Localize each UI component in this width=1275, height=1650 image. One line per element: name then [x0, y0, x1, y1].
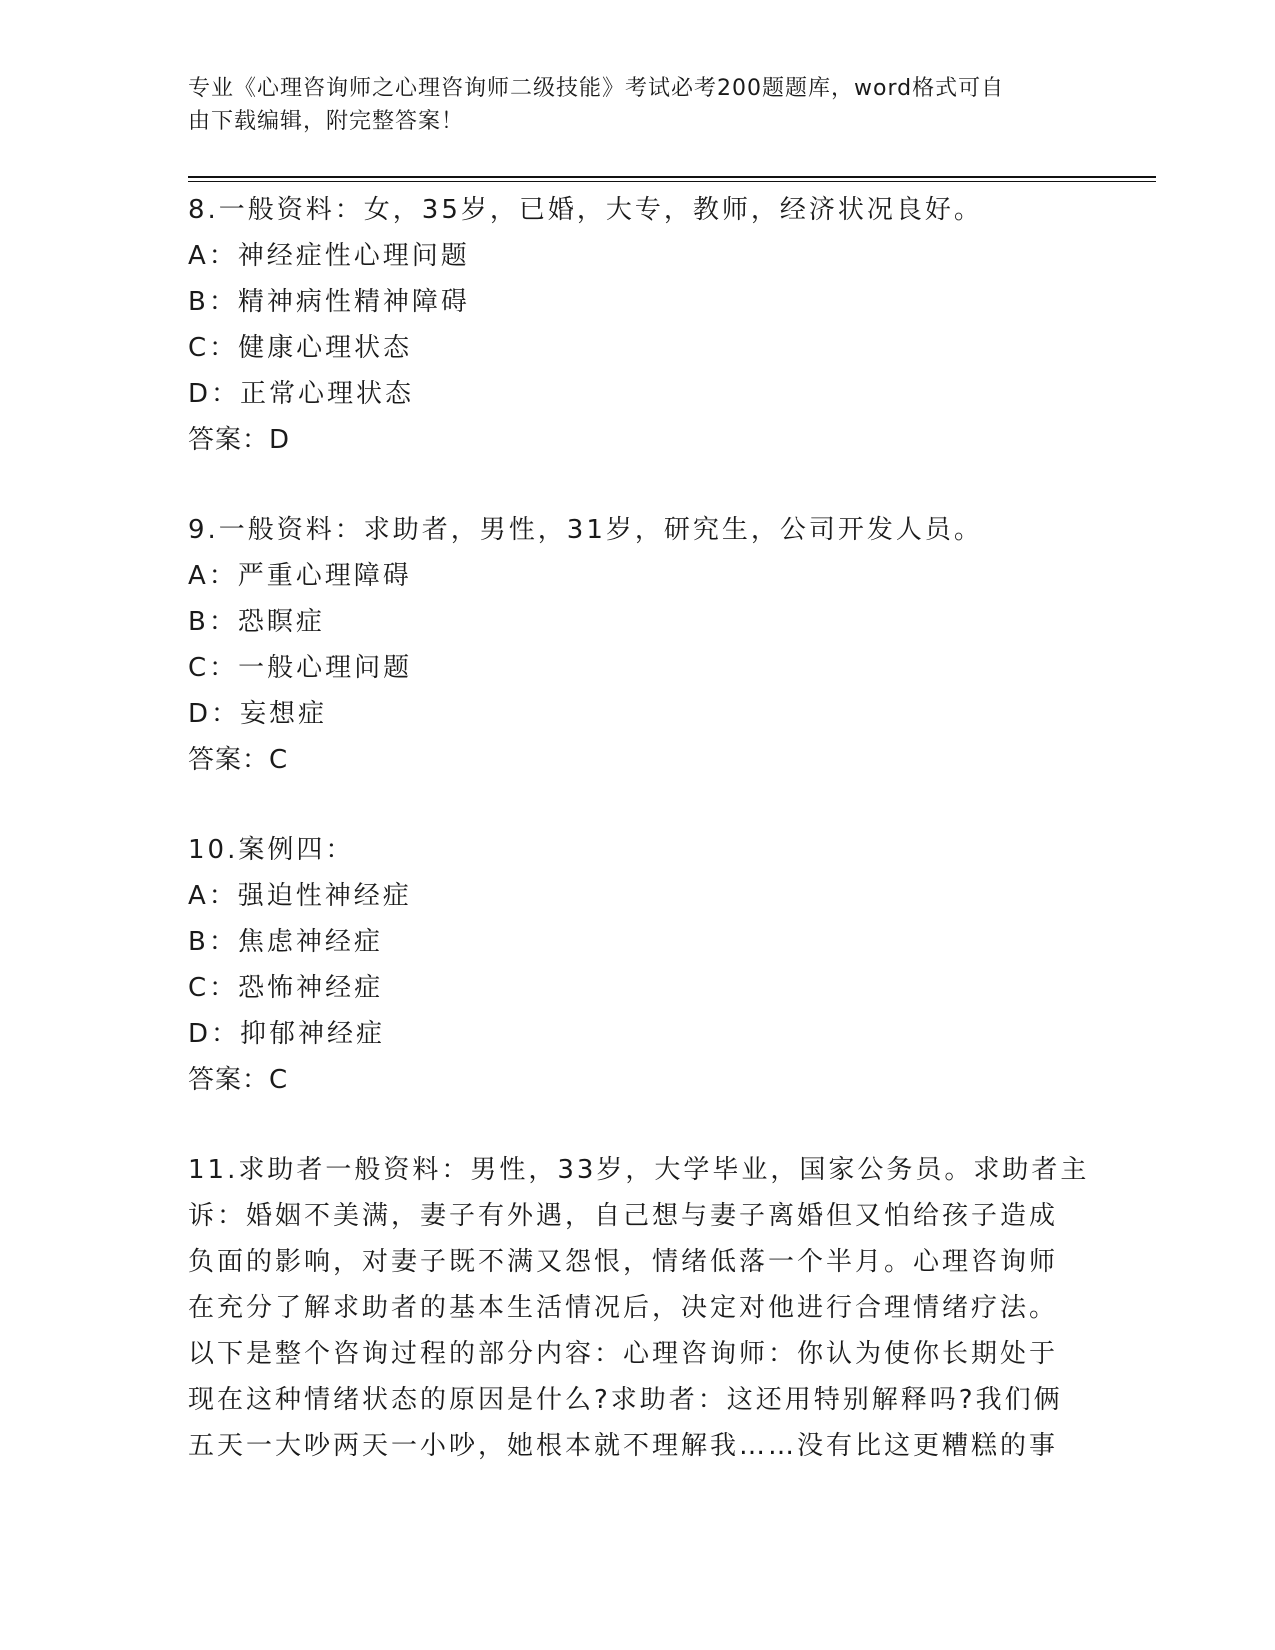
question-stem-line: 诉：婚姻不美满，妻子有外遇，自己想与妻子离婚但又怕给孩子造成	[188, 1201, 1059, 1231]
question-stem	[188, 827, 1088, 873]
spacer	[188, 1103, 1088, 1147]
question-11	[188, 1147, 1088, 1469]
question-9	[188, 507, 1088, 783]
option-a: A：严重心理障碍	[188, 561, 412, 591]
option-c: C：恐怖神经症	[188, 973, 384, 1003]
question-stem	[188, 507, 1088, 553]
question-stem-line: 在充分了解求助者的基本生活情况后，决定对他进行合理情绪疗法。	[188, 1293, 1059, 1323]
question-stem-line: 9.一般资料：求助者，男性，31岁，研究生，公司开发人员。	[188, 515, 983, 545]
option-c: C：健康心理状态	[188, 333, 413, 363]
question-stem-line: 以下是整个咨询过程的部分内容：心理咨询师：你认为使你长期处于	[188, 1339, 1059, 1369]
question-list	[188, 187, 1088, 1469]
option-a: A：强迫性神经症	[188, 881, 412, 911]
option-d: D：正常心理状态	[188, 379, 415, 409]
option-b: B：焦虑神经症	[188, 927, 383, 957]
question-stem-line: 五天一大吵两天一小吵，她根本就不理解我……没有比这更糟糕的事	[188, 1431, 1059, 1461]
answer-line: 答案：D	[188, 425, 291, 455]
answer-line: 答案：C	[188, 745, 289, 775]
option-b: B：精神病性精神障碍	[188, 287, 470, 317]
header-line: 专业《心理咨询师之心理咨询师二级技能》考试必考200题题库，word格式可自	[188, 76, 1005, 101]
question-10	[188, 827, 1088, 1103]
header-rule	[188, 176, 1156, 178]
question-stem	[188, 1147, 1088, 1469]
question-stem-line: 10.案例四：	[188, 835, 355, 865]
option-c: C：一般心理问题	[188, 653, 413, 683]
question-stem-line: 负面的影响，对妻子既不满又怨恨，情绪低落一个半月。心理咨询师	[188, 1247, 1059, 1277]
header-rule-thin	[188, 181, 1156, 182]
option-d: D：妄想症	[188, 699, 328, 729]
question-stem-line: 现在这种情绪状态的原因是什么?求助者：这还用特别解释吗?我们俩	[188, 1385, 1063, 1415]
question-stem-line: 11.求助者一般资料：男性，33岁，大学毕业，国家公务员。求助者主	[188, 1155, 1090, 1185]
option-a: A：神经症性心理问题	[188, 241, 470, 271]
question-stem-line: 8.一般资料：女，35岁，已婚，大专，教师，经济状况良好。	[188, 195, 983, 225]
header-line: 由下载编辑，附完整答案！	[188, 109, 465, 134]
question-8	[188, 187, 1088, 463]
spacer	[188, 783, 1088, 827]
option-b: B：恐瞑症	[188, 607, 325, 637]
spacer	[188, 463, 1088, 507]
option-d: D：抑郁神经症	[188, 1019, 386, 1049]
document-header	[188, 72, 1068, 138]
question-stem	[188, 187, 1088, 233]
answer-line: 答案：C	[188, 1065, 289, 1095]
